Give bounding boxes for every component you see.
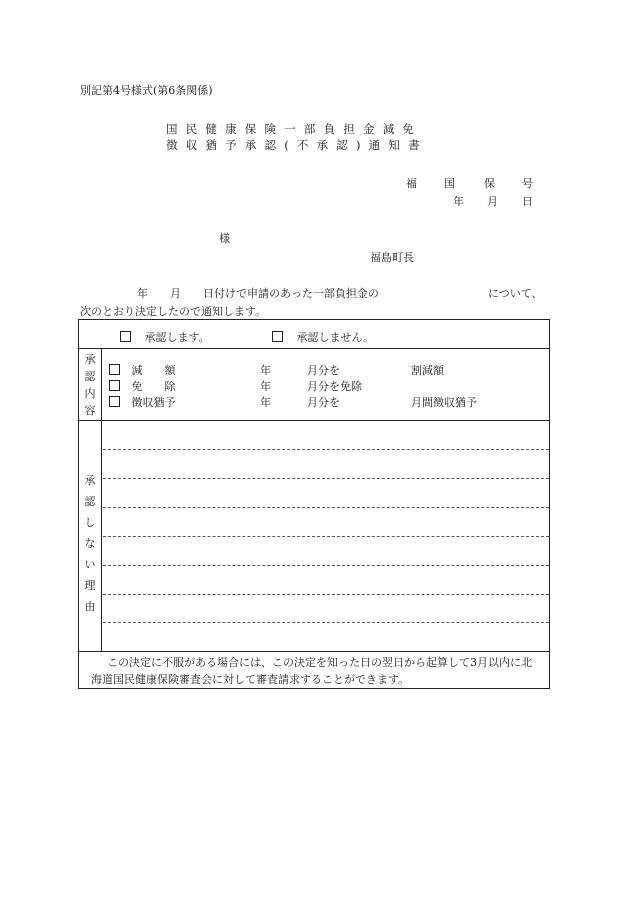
reason-line-4 [103, 536, 549, 537]
approve-option [120, 329, 210, 345]
reduction-checkbox[interactable] [109, 364, 120, 375]
approve-label: 承認します。 [144, 331, 210, 344]
doc-no-char-2: 国 [444, 177, 455, 190]
reason-section-label: 承 認 し な い 理 由 [84, 474, 96, 613]
reason-line-7 [103, 622, 549, 623]
doc-no-char-1: 福 [406, 177, 417, 190]
date-day: 日 [522, 195, 533, 208]
disapprove-label: 承認しません。 [296, 331, 375, 344]
reason-line-6 [103, 594, 549, 595]
title-line-1: 国民健康保険一部負担金減免 [166, 122, 423, 136]
body-text-part-1: 年 月 日付けで申請のあった一部負担金の [137, 287, 379, 300]
deferral-month: 月分を [307, 396, 340, 409]
deferral-row [109, 394, 176, 410]
reduction-label: 減 額 [131, 364, 176, 377]
title-line-2: 徴収猶予承認(不承認)通知書 [166, 138, 428, 152]
decision-table [78, 319, 550, 689]
approve-checkbox[interactable] [120, 331, 131, 342]
exemption-month: 月分を免除 [307, 380, 362, 393]
deferral-label: 徴収猶予 [131, 396, 176, 409]
reduction-month: 月分を [307, 364, 340, 377]
form-reference: 別記第4号様式(第6条関係) [80, 84, 213, 97]
exemption-checkbox[interactable] [109, 380, 120, 391]
doc-no-char-3: 保 [484, 177, 495, 190]
reason-line-1 [103, 449, 549, 450]
exemption-label: 免 除 [131, 380, 176, 393]
body-text-part-2: について、 [488, 287, 543, 300]
reduction-row [109, 362, 176, 378]
reduction-tail: 割減額 [411, 364, 444, 377]
date-year: 年 [453, 195, 464, 208]
addressee-suffix: 様 [219, 232, 230, 245]
disapprove-checkbox[interactable] [272, 331, 283, 342]
issuer-name: 福島町長 [370, 251, 414, 264]
body-text-part-3: 次のとおり決定したので通知します。 [80, 305, 267, 318]
reason-line-5 [103, 565, 549, 566]
deferral-year: 年 [260, 396, 271, 409]
disapprove-option [272, 329, 374, 345]
doc-no-char-4: 号 [522, 177, 533, 190]
reason-line-3 [103, 507, 549, 508]
appeal-note: この決定に不服がある場合には、この決定を知った日の翌日から起算して3月以内に北海道国民健康保険審査会に対して審査請求することができます。 [91, 656, 532, 686]
date-month: 月 [487, 195, 498, 208]
approval-section-label: 承 認 内 容 [84, 353, 96, 417]
exemption-year: 年 [260, 380, 271, 393]
deferral-checkbox[interactable] [109, 396, 120, 407]
exemption-row [109, 378, 176, 394]
deferral-tail: 月間徴収猶予 [411, 396, 477, 409]
reason-line-2 [103, 478, 549, 479]
reduction-year: 年 [260, 364, 271, 377]
